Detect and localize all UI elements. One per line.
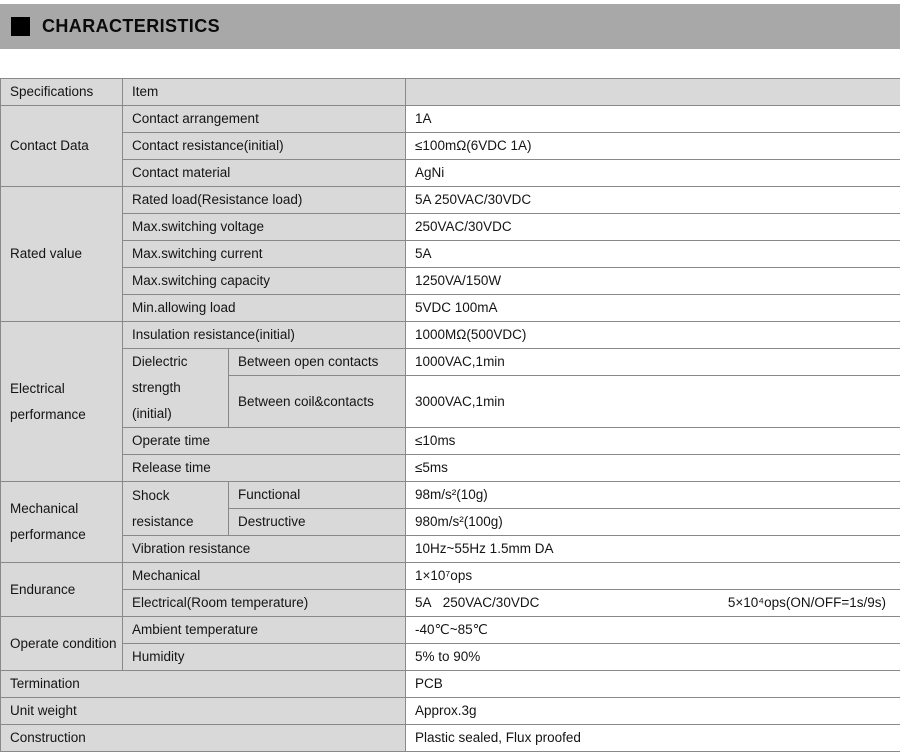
spec-group-contact-data: Contact Data — [1, 106, 123, 187]
item-cell: Between open contacts — [229, 349, 406, 376]
value-cell: PCB — [406, 671, 900, 698]
spec-row-construction: Construction — [1, 725, 406, 752]
item-cell: Insulation resistance(initial) — [123, 322, 406, 349]
value-right: 5×10⁴ops(ON/OFF=1s/9s) — [727, 595, 887, 610]
item-cell: Electrical(Room temperature) — [123, 590, 406, 617]
section-marker-icon — [11, 17, 30, 36]
spec-group-electrical-performance: Electrical performance — [1, 322, 123, 482]
value-cell: ≤10ms — [406, 428, 900, 455]
value-cell: 1A — [406, 106, 900, 133]
spec-group-mechanical-performance: Mechanical performance — [1, 482, 123, 563]
value-cell: AgNi — [406, 160, 900, 187]
spec-row-unit-weight: Unit weight — [1, 698, 406, 725]
item-cell: Contact arrangement — [123, 106, 406, 133]
item-cell: Functional — [229, 482, 406, 509]
value-cell: 1×10⁷ops — [406, 563, 900, 590]
item-cell: Ambient temperature — [123, 617, 406, 644]
value-left: 5A 250VAC/30VDC — [415, 595, 540, 610]
spec-group-operate-condition: Operate condition — [1, 617, 123, 671]
value-cell: ≤100mΩ(6VDC 1A) — [406, 133, 900, 160]
characteristics-table — [0, 78, 900, 752]
spec-group-rated-value: Rated value — [1, 187, 123, 322]
value-cell: 10Hz~55Hz 1.5mm DA — [406, 536, 900, 563]
item-cell: Mechanical — [123, 563, 406, 590]
item-cell: Destructive — [229, 509, 406, 536]
column-header-value — [406, 79, 900, 106]
value-cell: 1250VA/150W — [406, 268, 900, 295]
spec-group-endurance: Endurance — [1, 563, 123, 617]
column-header-specifications: Specifications — [1, 79, 123, 106]
value-cell: 98m/s²(10g) — [406, 482, 900, 509]
item-cell: Max.switching voltage — [123, 214, 406, 241]
value-cell: 5A 250VAC/30VDC — [406, 187, 900, 214]
value-cell: 5A — [406, 241, 900, 268]
subgroup-dielectric-strength: Dielectric strength (initial) — [123, 349, 229, 428]
value-cell: 1000VAC,1min — [406, 349, 900, 376]
item-cell: Humidity — [123, 644, 406, 671]
item-cell: Max.switching current — [123, 241, 406, 268]
value-cell: 250VAC/30VDC — [406, 214, 900, 241]
spec-row-termination: Termination — [1, 671, 406, 698]
item-cell: Release time — [123, 455, 406, 482]
value-cell: Approx.3g — [406, 698, 900, 725]
column-header-item: Item — [123, 79, 406, 106]
value-cell: Plastic sealed, Flux proofed — [406, 725, 900, 752]
item-cell: Contact resistance(initial) — [123, 133, 406, 160]
item-cell: Rated load(Resistance load) — [123, 187, 406, 214]
section-title: CHARACTERISTICS — [42, 16, 221, 36]
item-cell: Min.allowing load — [123, 295, 406, 322]
value-cell — [406, 590, 900, 617]
value-cell: -40℃~85℃ — [406, 617, 900, 644]
value-cell: 3000VAC,1min — [406, 376, 900, 428]
item-cell: Contact material — [123, 160, 406, 187]
value-cell: 1000MΩ(500VDC) — [406, 322, 900, 349]
subgroup-shock-resistance: Shock resistance — [123, 482, 229, 536]
item-cell: Max.switching capacity — [123, 268, 406, 295]
value-cell: ≤5ms — [406, 455, 900, 482]
value-cell: 980m/s²(100g) — [406, 509, 900, 536]
item-cell: Operate time — [123, 428, 406, 455]
item-cell: Between coil&contacts — [229, 376, 406, 428]
section-header-bar — [0, 4, 900, 49]
value-cell: 5VDC 100mA — [406, 295, 900, 322]
value-cell: 5% to 90% — [406, 644, 900, 671]
item-cell: Vibration resistance — [123, 536, 406, 563]
